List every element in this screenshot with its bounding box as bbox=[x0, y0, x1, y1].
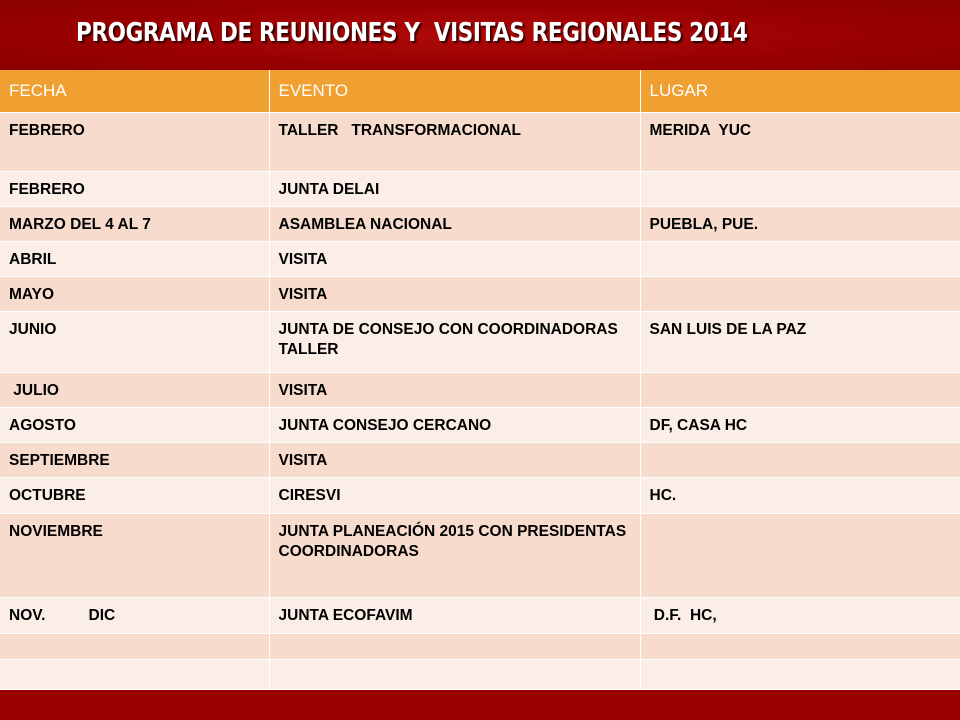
cell-fecha: MARZO DEL 4 AL 7 bbox=[0, 207, 269, 242]
cell-fecha: OCTUBRE bbox=[0, 478, 269, 514]
cell-evento: VISITA bbox=[269, 277, 640, 312]
cell-lugar bbox=[640, 242, 960, 277]
cell-fecha: FEBRERO bbox=[0, 113, 269, 172]
table-row bbox=[0, 312, 960, 373]
cell-lugar bbox=[640, 634, 960, 660]
table-row bbox=[0, 478, 960, 514]
cell-fecha: FEBRERO bbox=[0, 172, 269, 207]
table-row bbox=[0, 514, 960, 598]
cell-lugar: D.F. HC, bbox=[640, 598, 960, 634]
cell-evento: JUNTA CONSEJO CERCANO bbox=[269, 408, 640, 443]
table-row bbox=[0, 598, 960, 634]
cell-evento: ASAMBLEA NACIONAL bbox=[269, 207, 640, 242]
cell-evento: VISITA bbox=[269, 443, 640, 478]
schedule-table bbox=[0, 70, 960, 690]
cell-evento: CIRESVI bbox=[269, 478, 640, 514]
table-header-row bbox=[0, 70, 960, 113]
table-row bbox=[0, 277, 960, 312]
cell-lugar: HC. bbox=[640, 478, 960, 514]
cell-fecha: AGOSTO bbox=[0, 408, 269, 443]
cell-lugar bbox=[640, 443, 960, 478]
cell-fecha: SEPTIEMBRE bbox=[0, 443, 269, 478]
cell-fecha: NOV. DIC bbox=[0, 598, 269, 634]
table-row bbox=[0, 660, 960, 690]
cell-fecha bbox=[0, 634, 269, 660]
cell-evento: TALLER TRANSFORMACIONAL bbox=[269, 113, 640, 172]
cell-lugar bbox=[640, 660, 960, 690]
cell-lugar bbox=[640, 373, 960, 408]
cell-evento: JUNTA DELAI bbox=[269, 172, 640, 207]
bottom-band bbox=[0, 690, 960, 720]
cell-evento bbox=[269, 660, 640, 690]
table-row bbox=[0, 207, 960, 242]
table-row bbox=[0, 172, 960, 207]
cell-evento: JUNTA DE CONSEJO CON COORDINADORAS TALLER bbox=[269, 312, 640, 373]
table-row bbox=[0, 113, 960, 172]
cell-fecha: MAYO bbox=[0, 277, 269, 312]
cell-fecha: JUNIO bbox=[0, 312, 269, 373]
cell-lugar: PUEBLA, PUE. bbox=[640, 207, 960, 242]
title-band bbox=[0, 0, 960, 70]
cell-lugar bbox=[640, 172, 960, 207]
header-evento: EVENTO bbox=[269, 70, 640, 113]
cell-fecha bbox=[0, 660, 269, 690]
cell-evento: VISITA bbox=[269, 373, 640, 408]
table-row bbox=[0, 408, 960, 443]
cell-lugar: DF, CASA HC bbox=[640, 408, 960, 443]
header-fecha: FECHA bbox=[0, 70, 269, 113]
cell-evento: VISITA bbox=[269, 242, 640, 277]
cell-fecha: NOVIEMBRE bbox=[0, 514, 269, 598]
table-row bbox=[0, 242, 960, 277]
slide-title: PROGRAMA DE REUNIONES Y VISITAS REGIONALES 2014 bbox=[76, 18, 748, 48]
cell-fecha: ABRIL bbox=[0, 242, 269, 277]
cell-fecha: JULIO bbox=[0, 373, 269, 408]
cell-evento: JUNTA PLANEACIÓN 2015 CON PRESIDENTAS COORDINADORAS bbox=[269, 514, 640, 598]
cell-lugar: SAN LUIS DE LA PAZ bbox=[640, 312, 960, 373]
table-row bbox=[0, 373, 960, 408]
cell-evento: JUNTA ECOFAVIM bbox=[269, 598, 640, 634]
table-row bbox=[0, 634, 960, 660]
header-lugar: LUGAR bbox=[640, 70, 960, 113]
cell-lugar bbox=[640, 514, 960, 598]
cell-lugar bbox=[640, 277, 960, 312]
table-row bbox=[0, 443, 960, 478]
schedule-table-container bbox=[0, 70, 960, 690]
cell-lugar: MERIDA YUC bbox=[640, 113, 960, 172]
cell-evento bbox=[269, 634, 640, 660]
